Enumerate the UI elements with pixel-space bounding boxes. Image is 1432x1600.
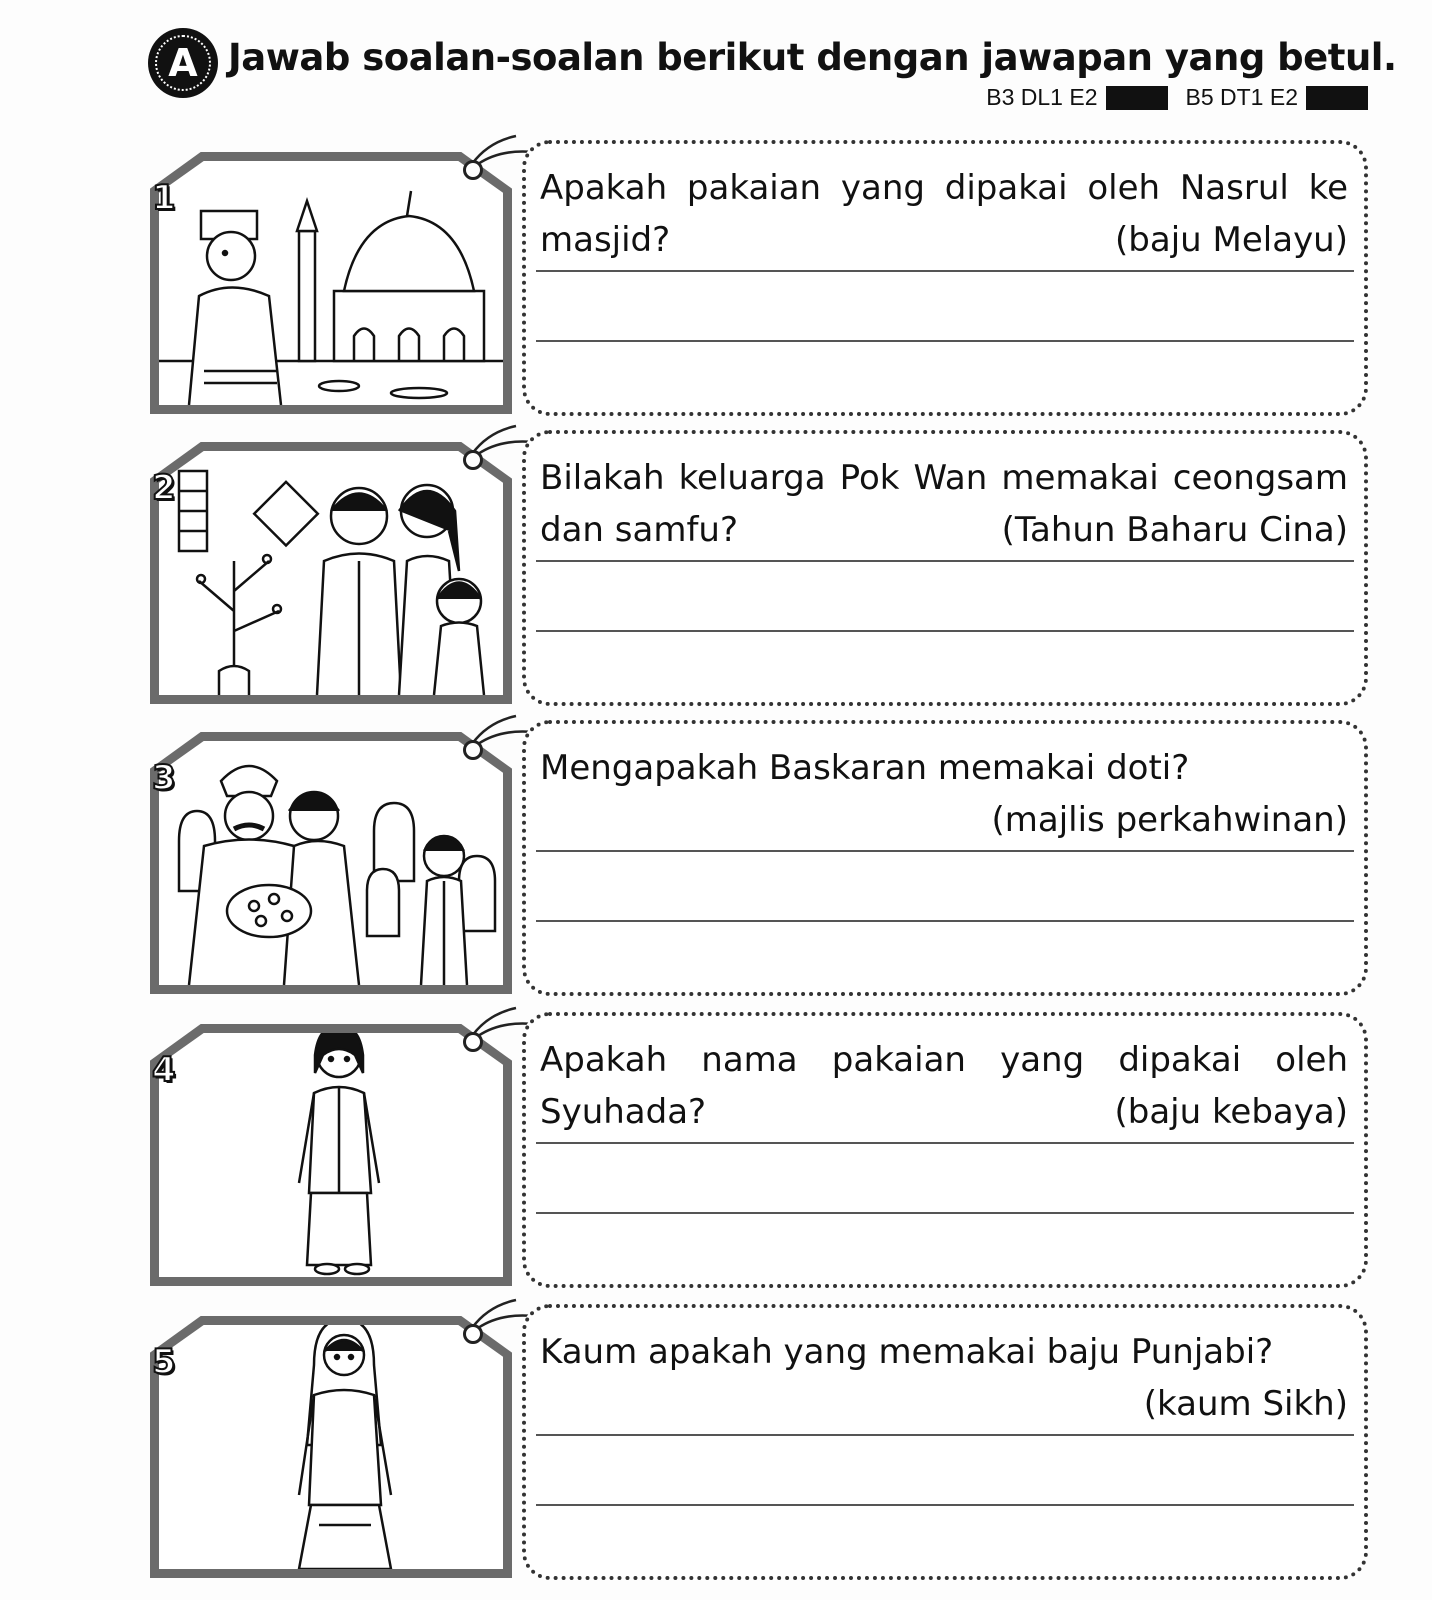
picture-frame — [150, 1024, 512, 1286]
tag-hole-icon — [463, 160, 483, 180]
question-number: 3 — [152, 758, 176, 798]
question-text — [540, 1034, 1348, 1138]
section-badge — [148, 28, 218, 98]
picture-frame — [150, 442, 512, 704]
answer-hint: (kaum Sikh) — [1143, 1384, 1348, 1424]
question-prompt: Apakah pakaian yang dipakai oleh Nasrul ke masjid? — [540, 168, 1348, 260]
answer-box — [522, 140, 1368, 416]
illustration-boy-at-mosque — [159, 161, 503, 405]
question-prompt: Apakah nama pakaian yang dipakai oleh Syuhada? — [540, 1040, 1348, 1132]
question-1 — [150, 134, 1390, 416]
answer-line[interactable] — [536, 1434, 1354, 1436]
illustration-woman-in-punjabi-suit — [159, 1325, 503, 1569]
tag-hole-icon — [463, 1032, 483, 1052]
picture-frame — [150, 1316, 512, 1578]
worksheet-header — [148, 28, 1397, 110]
question-prompt: Kaum apakah yang memakai baju Punjabi? — [540, 1332, 1274, 1372]
answer-line[interactable] — [536, 340, 1354, 342]
answer-hint: (majlis perkahwinan) — [991, 800, 1348, 840]
question-2 — [150, 424, 1390, 706]
question-text — [540, 742, 1348, 846]
picture-frame — [150, 732, 512, 994]
answer-line[interactable] — [536, 850, 1354, 852]
skill-checkbox-2[interactable] — [1306, 86, 1368, 110]
answer-line[interactable] — [536, 920, 1354, 922]
question-number: 2 — [152, 468, 176, 508]
answer-hint: (baju kebaya) — [1114, 1092, 1348, 1132]
tag-hole-icon — [463, 740, 483, 760]
question-5 — [150, 1298, 1390, 1580]
question-number: 1 — [152, 178, 176, 218]
tag-hole-icon — [463, 450, 483, 470]
answer-box — [522, 1012, 1368, 1288]
question-text — [540, 452, 1348, 556]
skill-codes — [986, 84, 1378, 111]
question-3 — [150, 714, 1390, 996]
illustration-chinese-family-new-year — [159, 451, 503, 695]
instruction-text: Jawab soalan-soalan berikut dengan jawapan yang betul. — [228, 36, 1397, 79]
answer-line[interactable] — [536, 1212, 1354, 1214]
answer-line[interactable] — [536, 1142, 1354, 1144]
picture-frame — [150, 152, 512, 414]
question-text — [540, 162, 1348, 266]
tag-hole-icon — [463, 1324, 483, 1344]
question-prompt: Mengapakah Baskaran memakai doti? — [540, 748, 1190, 788]
question-number: 5 — [152, 1342, 176, 1382]
answer-line[interactable] — [536, 560, 1354, 562]
illustration-indian-wedding — [159, 741, 503, 985]
answer-hint: (Tahun Baharu Cina) — [1001, 510, 1348, 550]
skill-code-2: B5 DT1 E2 — [1185, 84, 1298, 110]
answer-box — [522, 430, 1368, 706]
skill-code-1: B3 DL1 E2 — [986, 84, 1098, 110]
question-4 — [150, 1006, 1390, 1288]
answer-box — [522, 720, 1368, 996]
skill-checkbox-1[interactable] — [1106, 86, 1168, 110]
answer-line[interactable] — [536, 270, 1354, 272]
question-text — [540, 1326, 1348, 1430]
illustration-girl-in-kebaya — [159, 1033, 503, 1277]
answer-hint: (baju Melayu) — [1115, 220, 1348, 260]
section-letter: A — [155, 35, 211, 91]
question-number: 4 — [152, 1050, 176, 1090]
question-prompt: Bilakah keluarga Pok Wan memakai ceongsam dan samfu? — [540, 458, 1348, 550]
answer-line[interactable] — [536, 630, 1354, 632]
answer-line[interactable] — [536, 1504, 1354, 1506]
answer-box — [522, 1304, 1368, 1580]
